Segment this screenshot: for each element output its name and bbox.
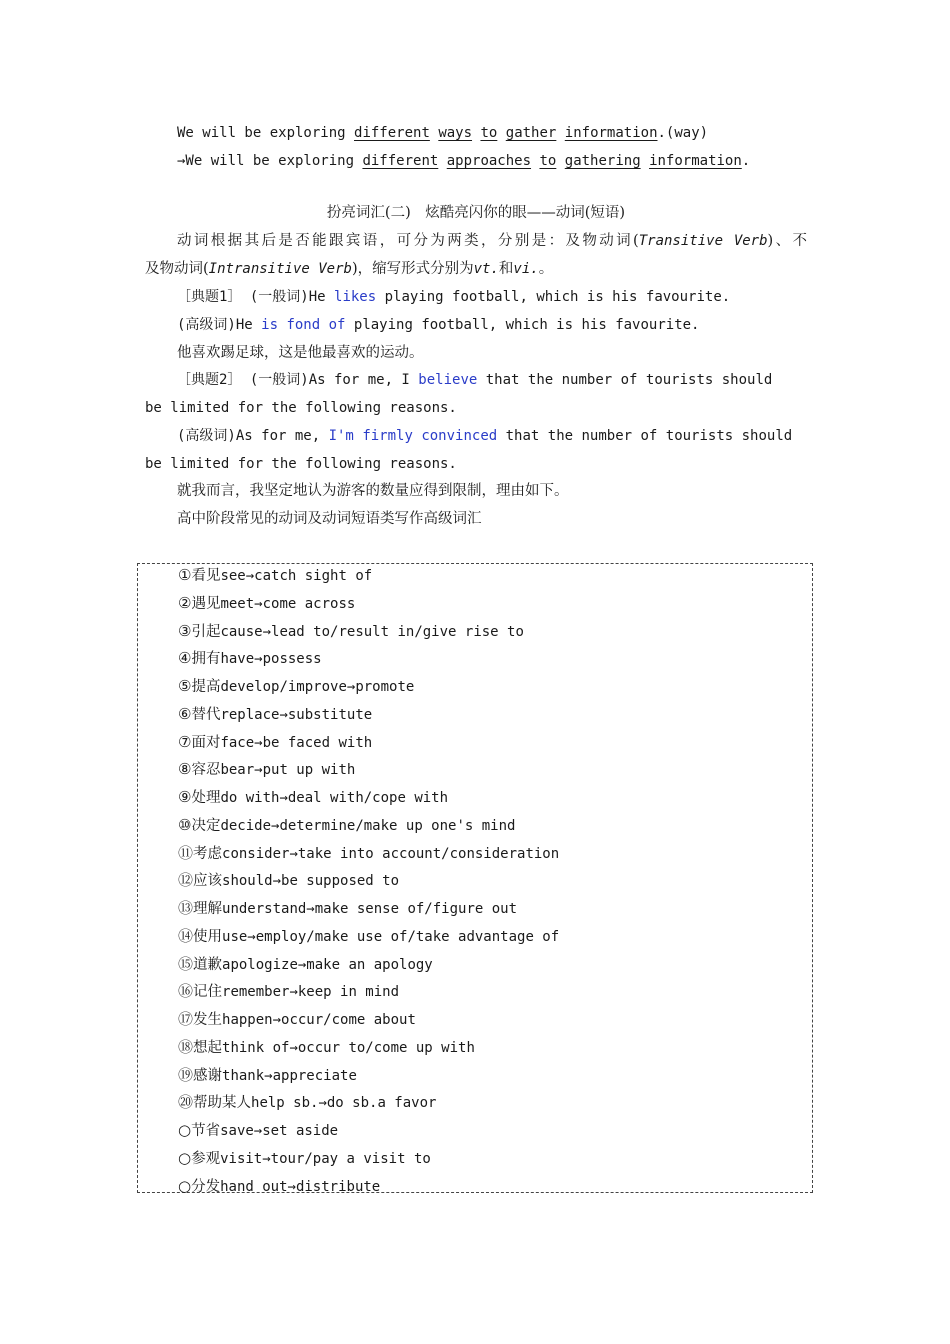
english-upgrade: should→be supposed to (222, 873, 400, 890)
vocab-item (178, 1033, 475, 1062)
text-span: playing football, which is his favourite. (376, 289, 731, 305)
highlighted-word: likes (334, 289, 377, 305)
english-upgrade: replace→substitute (220, 706, 373, 723)
text-span: playing football, which is his favourite. (345, 317, 700, 333)
highlighted-word: I'm (328, 428, 354, 444)
underlined-word: information (564, 125, 658, 141)
underlined-word: different (354, 125, 430, 141)
item-number: ⑧ (178, 760, 192, 779)
underlined-word: ways (438, 125, 473, 141)
vocab-item (178, 1005, 416, 1034)
text-span: 动词根据其后是否能跟宾语，可分为两类，分别是：及物动词( (177, 233, 639, 249)
example2-advanced (145, 422, 839, 450)
example-sentence-rewritten (145, 147, 839, 175)
text-span: )、不 (767, 233, 807, 249)
chinese-meaning: 容忍 (191, 762, 221, 779)
chinese-meaning: 理解 (193, 901, 223, 917)
italic-term: Intransitive Verb (208, 261, 352, 277)
underlined-word: different (362, 153, 439, 169)
underlined-word: gathering (564, 153, 641, 169)
chinese-meaning: 引起 (191, 623, 221, 640)
item-number: ⑩ (178, 815, 192, 834)
chinese-meaning: 处理 (191, 790, 221, 806)
item-number: ⑯ (178, 982, 194, 1001)
text-span: We will be exploring (177, 125, 355, 141)
text-span: →We will be exploring (177, 153, 363, 169)
example2-advanced-cont: be limited for the following reasons. (145, 456, 457, 472)
chinese-meaning: 使用 (193, 928, 223, 945)
english-upgrade: apologize→make an apology (222, 956, 433, 973)
vocabulary-box (137, 563, 813, 1193)
vocab-item (178, 672, 414, 701)
vocab-item (178, 700, 372, 729)
english-upgrade: save→set aside (220, 1123, 339, 1139)
highlighted-word: convinced (421, 428, 498, 444)
vocab-item (178, 866, 399, 895)
item-number: ① (178, 566, 192, 584)
chinese-meaning: 参观 (191, 1150, 221, 1167)
vocab-item (178, 783, 448, 812)
vocab-item (178, 894, 517, 923)
intro-paragraph-line1 (145, 227, 807, 255)
english-upgrade: use→employ/make use of/take advantage of (222, 928, 560, 945)
vocab-item (178, 1061, 357, 1090)
english-upgrade: cause→lead to/result in/give rise to (220, 623, 524, 640)
underlined-word: approaches (446, 153, 532, 169)
item-number: ③ (178, 621, 192, 640)
english-upgrade: have→possess (220, 651, 322, 668)
intro-paragraph-line2 (145, 255, 807, 283)
english-upgrade: meet→come across (220, 595, 356, 612)
text-span: 。 (538, 261, 554, 277)
text-span (497, 125, 505, 141)
item-number: ⑬ (178, 899, 194, 917)
example1-basic (145, 283, 839, 311)
list-heading: 高中阶段常见的动词及动词短语类写作高级词汇 (177, 511, 482, 527)
chinese-meaning: 拥有 (191, 651, 221, 668)
item-number: ⑰ (178, 1010, 194, 1028)
example-sentence-original (145, 119, 839, 147)
item-number: ⑤ (178, 677, 192, 695)
text-span: ［典题2］ (一般词)As for me, I (177, 372, 419, 388)
text-span: 和 (498, 261, 514, 277)
english-upgrade: decide→determine/make up one's mind (220, 817, 516, 834)
italic-term: vt. (473, 261, 499, 277)
english-upgrade: see→catch sight of (220, 568, 373, 584)
chinese-meaning: 分发 (191, 1178, 221, 1195)
text-span (438, 153, 446, 169)
chinese-meaning: 应该 (193, 873, 223, 890)
english-upgrade: do with→deal with/cope with (220, 790, 449, 806)
vocab-item (178, 589, 355, 618)
chinese-meaning: 想起 (193, 1039, 223, 1056)
item-number: ⑳ (178, 1093, 194, 1112)
item-number: ④ (178, 649, 192, 668)
vocab-item (178, 644, 322, 673)
item-number: ⑱ (178, 1037, 194, 1056)
highlighted-word: fond (286, 317, 321, 333)
underlined-word: to (480, 125, 498, 141)
text-span: . (741, 153, 751, 169)
chinese-meaning: 看见 (191, 568, 221, 584)
chinese-meaning: 替代 (191, 706, 221, 723)
section-title: 扮亮词汇(二) 炫酷亮闪你的眼——动词(短语) (326, 205, 626, 221)
underlined-word: to (539, 153, 557, 169)
text-span: (高级词)As for me, (177, 428, 329, 444)
vocab-item (178, 839, 559, 868)
english-upgrade: bear→put up with (220, 762, 356, 779)
vocab-item (178, 1144, 431, 1173)
item-number: ⑨ (178, 788, 192, 806)
vocab-item (178, 617, 524, 646)
english-upgrade: visit→tour/pay a visit to (220, 1150, 431, 1167)
vocab-item (178, 950, 433, 979)
text-span: ［典题1］ (一般词)He (177, 289, 335, 305)
chinese-meaning: 考虑 (193, 845, 223, 862)
chinese-meaning: 面对 (191, 734, 221, 751)
chinese-meaning: 节省 (191, 1123, 221, 1139)
chinese-meaning: 帮助某人 (193, 1095, 252, 1112)
chinese-meaning: 决定 (191, 817, 221, 834)
text-span (556, 153, 564, 169)
vocab-item (178, 728, 372, 757)
example1-translation: 他喜欢踢足球，这是他最喜欢的运动。 (177, 345, 424, 361)
text-span (641, 153, 649, 169)
vocab-item (178, 811, 515, 840)
highlighted-word: is (261, 317, 279, 333)
item-number: ⑫ (178, 871, 194, 890)
chinese-meaning: 感谢 (193, 1067, 223, 1084)
vocab-item (178, 1172, 380, 1201)
english-upgrade: hand out→distribute (220, 1178, 381, 1195)
text-span: 及物动词( (145, 261, 209, 277)
vocab-item (178, 755, 355, 784)
highlighted-word: firmly (362, 428, 413, 444)
text-span: that the number of tourists should (477, 372, 773, 388)
english-upgrade: remember→keep in mind (222, 984, 400, 1001)
item-number: ② (178, 593, 192, 612)
highlighted-word: of (328, 317, 346, 333)
item-number: ⑦ (178, 732, 192, 751)
english-upgrade: help sb.→do sb.a favor (251, 1095, 437, 1112)
underlined-word: information (649, 153, 742, 169)
english-upgrade: understand→make sense of/figure out (222, 901, 518, 917)
example2-basic (145, 366, 839, 394)
vocab-item (178, 977, 399, 1006)
english-upgrade: thank→appreciate (222, 1067, 357, 1084)
item-number: ○ (178, 1121, 192, 1139)
example2-basic-cont: be limited for the following reasons. (145, 400, 457, 416)
item-number: ⑥ (178, 704, 192, 723)
chinese-meaning: 记住 (193, 984, 223, 1001)
item-number: ⑪ (178, 843, 194, 862)
english-upgrade: consider→take into account/consideration (222, 845, 560, 862)
item-number: ⑮ (178, 954, 194, 973)
english-upgrade: develop/improve→promote (220, 679, 415, 695)
chinese-meaning: 遇见 (191, 595, 221, 612)
italic-term: Transitive Verb (638, 233, 768, 249)
vocab-item (178, 922, 559, 951)
vocab-item (178, 561, 372, 590)
chinese-meaning: 道歉 (193, 956, 223, 973)
text-span: that the number of tourists should (497, 428, 793, 444)
item-number: ○ (178, 1176, 192, 1195)
italic-term: vi. (513, 261, 539, 277)
english-upgrade: think of→occur to/come up with (222, 1039, 475, 1056)
text-span (556, 125, 564, 141)
item-number: ○ (178, 1148, 192, 1167)
text-span: )，缩写形式分别为 (351, 261, 474, 277)
underlined-word: gather (505, 125, 557, 141)
chinese-meaning: 提高 (191, 679, 221, 695)
vocab-item (178, 1088, 436, 1117)
english-upgrade: face→be faced with (220, 734, 373, 751)
vocab-item (178, 1116, 338, 1145)
item-number: ⑭ (178, 926, 194, 945)
example2-translation: 就我而言，我坚定地认为游客的数量应得到限制，理由如下。 (177, 483, 569, 499)
highlighted-word: believe (418, 372, 478, 388)
example1-advanced (145, 311, 839, 339)
english-upgrade: happen→occur/come about (222, 1012, 416, 1028)
chinese-meaning: 发生 (193, 1012, 223, 1028)
text-span: (高级词)He (177, 317, 262, 333)
text-span: .(way) (657, 125, 709, 141)
item-number: ⑲ (178, 1065, 194, 1084)
